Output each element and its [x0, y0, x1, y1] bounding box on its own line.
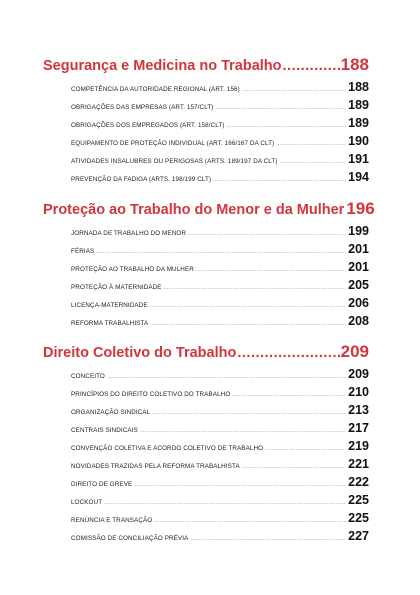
dot-leader	[107, 368, 346, 386]
dot-leader	[242, 458, 346, 476]
toc-entry[interactable]	[71, 96, 369, 114]
toc-entry[interactable]	[71, 455, 369, 473]
entry-title: NOVIDADES TRAZIDAS PELA REFORMA TRABALHISTA	[71, 463, 240, 470]
entry-title: DIREITO DE GREVE	[71, 481, 133, 488]
toc-entry[interactable]	[71, 276, 369, 294]
entry-title: COMPETÊNCIA DA AUTORIDADE REGIONAL (ART. 156)	[71, 86, 240, 93]
entry-title: RENÚNCIA E TRANSAÇÃO	[71, 517, 153, 524]
dot-leader	[213, 171, 346, 189]
entry-title: OBRIGAÇÕES DOS EMPREGADOS (ART. 158/CLT)	[71, 122, 225, 129]
entry-page-number: 201	[348, 260, 369, 274]
entry-page-number: 191	[348, 152, 369, 166]
entry-title: PREVENÇÃO DA FADIGA (ARTS. 198/199 CLT)	[71, 176, 212, 183]
entry-page-number: 199	[348, 224, 369, 238]
dot-leader	[283, 57, 340, 75]
entry-title: PROTEÇÃO AO TRABALHO DA MULHER	[71, 266, 194, 273]
toc-entry[interactable]	[71, 132, 369, 150]
entry-title: EQUIPAMENTO DE PROTEÇÃO INDIVIDUAL (ART. 166/167 DA CLT)	[71, 140, 275, 147]
dot-leader	[232, 386, 346, 404]
entry-page-number: 205	[348, 278, 369, 292]
entry-title: LOCKOUT	[71, 499, 103, 506]
dot-leader	[196, 261, 346, 279]
section-heading[interactable]	[43, 199, 375, 218]
dot-leader	[134, 476, 346, 494]
dot-leader	[150, 297, 346, 315]
entry-page-number: 206	[348, 296, 369, 310]
entry-page-number: 225	[348, 511, 369, 525]
toc-entry[interactable]	[71, 401, 369, 419]
entry-page-number: 217	[348, 421, 369, 435]
dot-leader	[150, 315, 346, 333]
dot-leader	[154, 512, 346, 530]
entry-page-number: 194	[348, 170, 369, 184]
toc-entry[interactable]	[71, 258, 369, 276]
entry-title: ATIVIDADES INSALUBRES OU PERIGOSAS (ARTS. 189/197 DA CLT)	[71, 158, 278, 165]
dot-leader	[215, 99, 346, 117]
entry-list	[43, 365, 369, 545]
toc-entry[interactable]	[71, 473, 369, 491]
entry-page-number: 190	[348, 134, 369, 148]
dot-leader	[104, 494, 346, 512]
dot-leader	[237, 344, 339, 362]
dot-leader	[242, 81, 346, 99]
dot-leader	[276, 135, 346, 153]
entry-title: COMISSÃO DE CONCILIAÇÃO PRÉVIA	[71, 535, 189, 542]
section-title: Proteção ao Trabalho do Menor e da Mulher	[43, 202, 345, 218]
section-title: Segurança e Medicina no Trabalho	[43, 58, 282, 74]
toc-entry[interactable]	[71, 383, 369, 401]
section-page-number: 209	[340, 342, 369, 361]
section-heading[interactable]	[43, 56, 369, 74]
dot-leader	[227, 117, 347, 135]
dot-leader	[190, 530, 346, 548]
entry-page-number: 189	[348, 98, 369, 112]
entry-page-number: 210	[348, 385, 369, 399]
entry-list	[43, 78, 369, 186]
dot-leader	[280, 153, 347, 171]
dot-leader	[188, 225, 346, 243]
entry-page-number: 189	[348, 116, 369, 130]
dot-leader	[164, 279, 347, 297]
dot-leader	[152, 404, 346, 422]
toc-section	[43, 199, 375, 330]
toc-section	[43, 343, 369, 545]
entry-page-number: 222	[348, 475, 369, 489]
toc-entry[interactable]	[71, 527, 369, 545]
toc-entry[interactable]	[71, 294, 369, 312]
entry-page-number: 209	[348, 367, 369, 381]
entry-title: REFORMA TRABALHISTA	[71, 320, 149, 327]
entry-page-number: 188	[348, 80, 369, 94]
dot-leader	[140, 422, 346, 440]
entry-title: PROTEÇÃO À MATERNIDADE	[71, 284, 162, 291]
toc-entry[interactable]	[71, 240, 369, 258]
entry-title: LICENÇA-MATERNIDADE	[71, 302, 148, 309]
entry-title: CENTRAIS SINDICAIS	[71, 427, 138, 434]
section-page-number: 188	[340, 55, 369, 74]
section-heading[interactable]	[43, 343, 369, 361]
toc-entry[interactable]	[71, 312, 369, 330]
entry-page-number: 219	[348, 439, 369, 453]
toc-entry[interactable]	[71, 419, 369, 437]
toc-section	[43, 56, 369, 186]
section-page-number: 196	[346, 199, 375, 218]
section-title: Direito Coletivo do Trabalho	[43, 345, 237, 361]
entry-title: CONVENÇÃO COLETIVA E ACORDO COLETIVO DE TRABALHO	[71, 445, 264, 452]
toc-entry[interactable]	[71, 365, 369, 383]
entry-page-number: 225	[348, 493, 369, 507]
toc-entry[interactable]	[71, 509, 369, 527]
entry-page-number: 221	[348, 457, 369, 471]
entry-title: ORGANIZAÇÃO SINDICAL	[71, 409, 151, 416]
entry-title: JORNADA DE TRABALHO DO MENOR	[71, 230, 186, 237]
entry-list	[43, 222, 369, 330]
toc-entry[interactable]	[71, 168, 369, 186]
toc-entry[interactable]	[71, 78, 369, 96]
toc-entry[interactable]	[71, 114, 369, 132]
entry-title: PRINCÍPIOS DO DIREITO COLETIVO DO TRABALHO	[71, 391, 231, 398]
toc-entry[interactable]	[71, 437, 369, 455]
entry-page-number: 227	[348, 529, 369, 543]
entry-page-number: 208	[348, 314, 369, 328]
entry-page-number: 201	[348, 242, 369, 256]
toc-entry[interactable]	[71, 150, 369, 168]
entry-title: OBRIGAÇÕES DAS EMPRESAS (ART. 157/CLT)	[71, 104, 214, 111]
entry-title: FÉRIAS	[71, 248, 95, 255]
entry-title: CONCEITO	[71, 373, 105, 380]
toc-entry[interactable]	[71, 222, 369, 240]
dot-leader	[265, 440, 346, 458]
toc-entry[interactable]	[71, 491, 369, 509]
entry-page-number: 213	[348, 403, 369, 417]
dot-leader	[96, 243, 346, 261]
